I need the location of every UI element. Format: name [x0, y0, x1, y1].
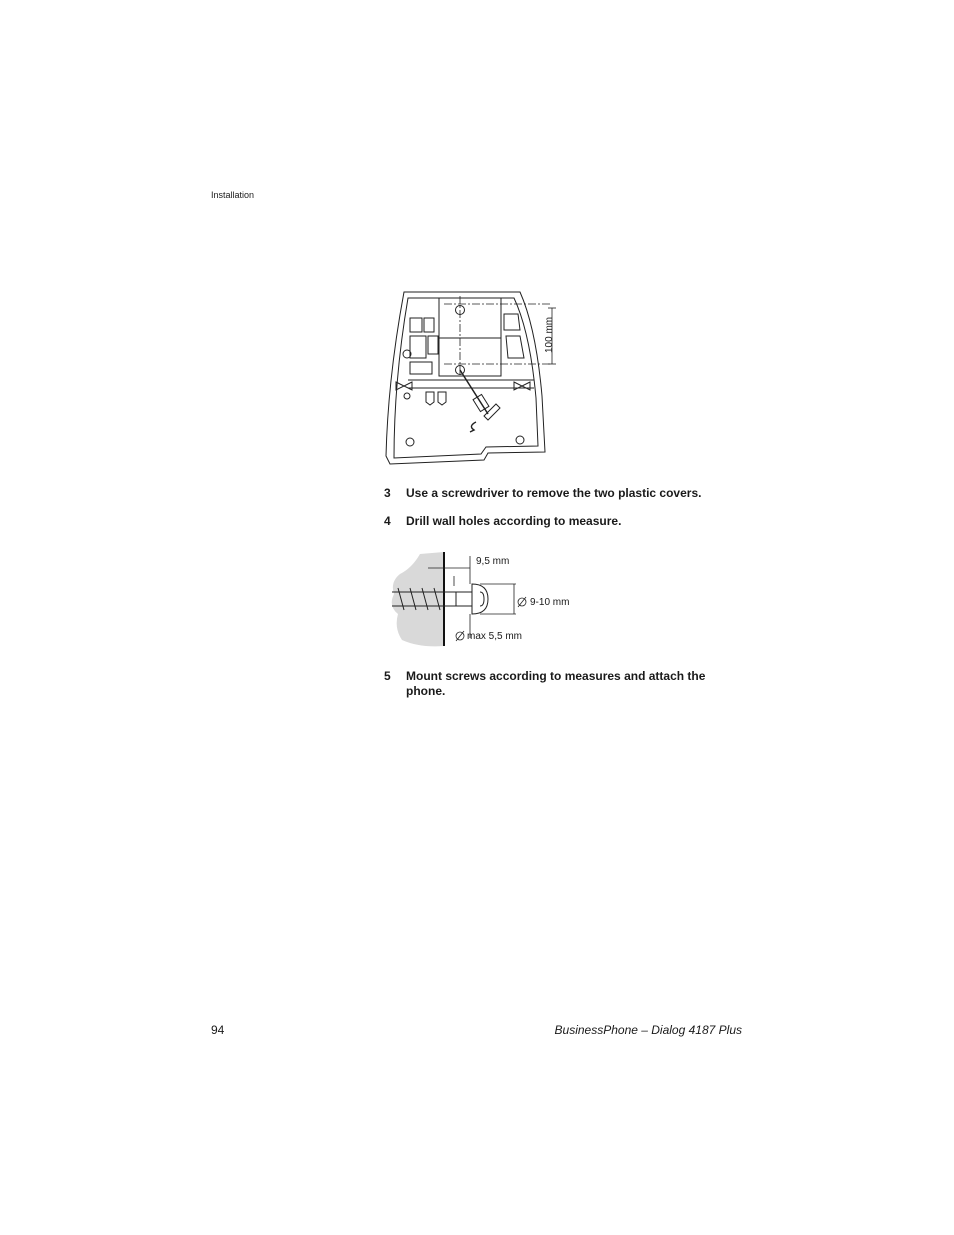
step-number: 5 — [384, 669, 391, 683]
page-number: 94 — [211, 1023, 225, 1037]
step-number: 4 — [384, 514, 391, 528]
shank-diameter-label: max 5,5 mm — [467, 631, 523, 642]
depth-label: 9,5 mm — [476, 556, 510, 567]
document-title: BusinessPhone – Dialog 4187 Plus — [554, 1023, 742, 1037]
section-label: Installation — [211, 190, 255, 200]
phone-underside-illustration — [384, 288, 564, 470]
dimension-label-100mm: 100 mm — [544, 316, 555, 353]
step-text: Mount screws according to measures and attach the phone. — [406, 669, 706, 698]
step-text: Use a screwdriver to remove the two plastic covers. — [406, 486, 702, 500]
hole-diameter-label: 9-10 mm — [530, 597, 570, 608]
step-number: 3 — [384, 486, 391, 500]
wall-section — [392, 552, 444, 646]
step-text: Drill wall holes according to measure. — [406, 514, 622, 528]
wall-screw-illustration — [384, 548, 584, 652]
